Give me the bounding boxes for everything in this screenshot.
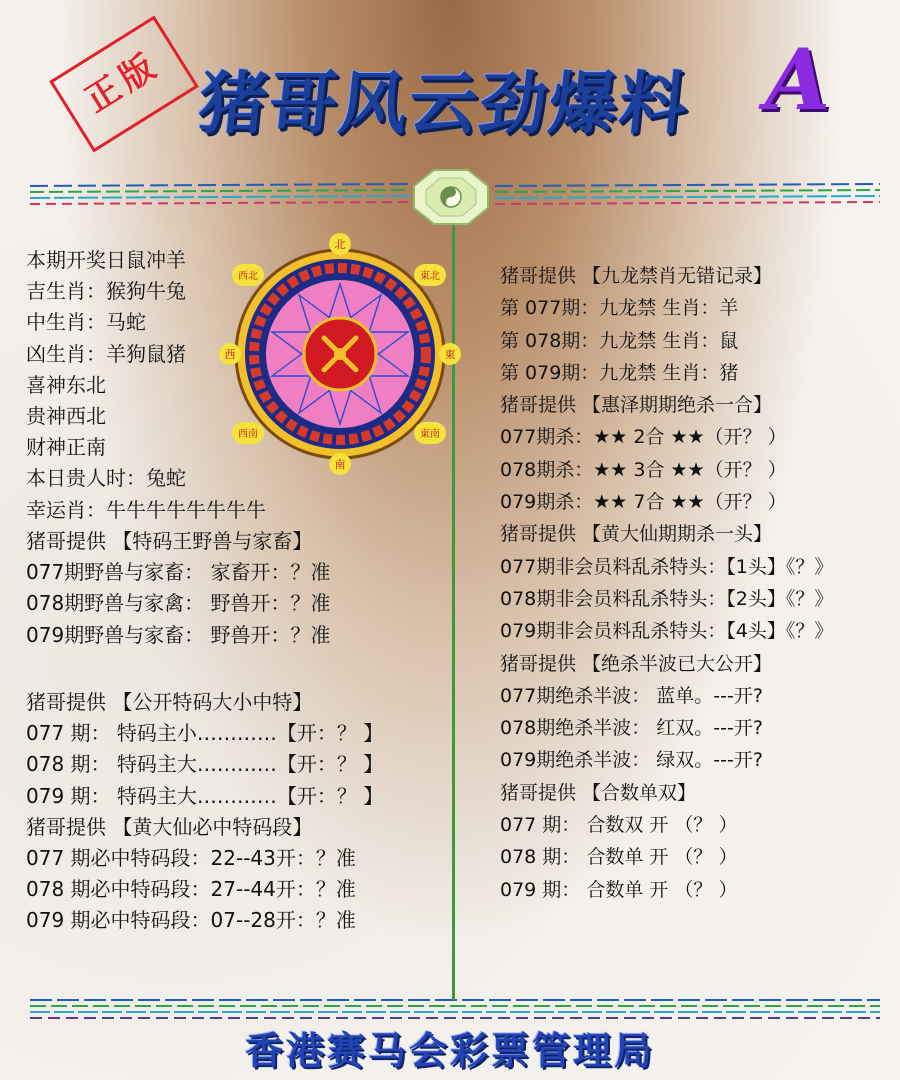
info-line: 凶生肖：羊狗鼠猪 — [26, 341, 186, 366]
section-header: 猪哥提供 【绝杀半波已大公开】 — [500, 652, 773, 675]
prediction-row: 077 期： 合数双 开 （？ ） — [500, 814, 738, 837]
prediction-row: 077 期： 特码主小…………【开：？ 】 — [26, 721, 384, 746]
bagua-icon — [412, 166, 490, 228]
prediction-row: 079 期： 特码主大…………【开：？ 】 — [26, 783, 384, 808]
section-header: 猪哥提供 【黄大仙必中特码段】 — [26, 814, 313, 839]
version-letter: A — [765, 30, 831, 129]
prediction-row: 079 期必中特码段：07--28开：？准 — [26, 908, 356, 933]
wheel-label-south: 南 — [334, 458, 346, 471]
prediction-row: 078期绝杀半波： 红双。---开? — [500, 717, 763, 740]
footer-org-name: 香港赛马会彩票管理局 — [244, 1028, 655, 1073]
page-title: 猪哥风云劲爆料 — [194, 64, 694, 144]
prediction-row: 078期非会员料乱杀特头：【2头】《？》 — [500, 587, 834, 610]
info-line: 吉生肖：猴狗牛兔 — [26, 279, 186, 304]
section-header: 猪哥提供 【九龙禁肖无错记录】 — [500, 265, 773, 287]
prediction-row: 第 079期：九龙禁 生肖：猪 — [500, 361, 739, 384]
info-line: 中生肖：马蛇 — [26, 310, 146, 335]
wheel-label-east: 東 — [444, 348, 456, 361]
section-header: 猪哥提供 【合数单双】 — [500, 781, 697, 804]
wheel-label-west: 西 — [224, 348, 236, 361]
prediction-row: 078期杀：★★ 3合 ★★（开？ ） — [500, 458, 787, 481]
prediction-row: 079 期： 合数单 开 （？ ） — [500, 878, 738, 901]
info-line: 本期开奖日鼠冲羊 — [26, 248, 186, 272]
prediction-row: 078期野兽与家禽： 野兽开：？准 — [26, 591, 331, 616]
prediction-row: 078 期： 特码主大…………【开：？ 】 — [26, 752, 384, 777]
info-line: 贵神西北 — [26, 403, 106, 428]
left-section-wild-domestic — [26, 526, 446, 651]
wheel-label-north: 北 — [334, 238, 346, 251]
prediction-row: 079期非会员料乱杀特头：【4头】《？》 — [500, 620, 834, 643]
wheel-label-northwest: 西北 — [238, 271, 258, 282]
info-line: 幸运肖：牛牛牛牛牛牛牛牛 — [26, 497, 266, 522]
info-line: 喜神东北 — [26, 372, 106, 397]
info-line: 财神正南 — [26, 435, 106, 460]
section-header: 猪哥提供 【惠泽期期绝杀一合】 — [500, 394, 773, 417]
wheel-label-southeast: 東南 — [420, 429, 440, 440]
wheel-label-southwest: 西南 — [238, 429, 258, 440]
prediction-row: 078 期必中特码段：27--44开：？准 — [26, 877, 356, 902]
prediction-row: 077期非会员料乱杀特头：【1头】《？》 — [500, 555, 834, 578]
left-sections — [26, 687, 446, 937]
prediction-row: 077期绝杀半波： 蓝单。---开? — [500, 684, 763, 707]
prediction-row: 第 077期：九龙禁 生肖：羊 — [500, 297, 739, 320]
wheel-label-northeast: 東北 — [420, 271, 440, 282]
prediction-row: 第 078期：九龙禁 生肖：鼠 — [500, 329, 739, 352]
prediction-row: 077期野兽与家畜： 家畜开：？准 — [26, 560, 331, 585]
info-block — [26, 245, 446, 526]
prediction-row: 078 期： 合数单 开 （？ ） — [500, 846, 738, 869]
info-line: 本日贵人时：兔蛇 — [26, 466, 186, 491]
section-header: 猪哥提供 【特码王野兽与家畜】 — [26, 529, 313, 553]
prediction-row: 077期杀：★★ 2合 ★★（开？ ） — [500, 426, 787, 449]
prediction-row: 079期野兽与家畜： 野兽开：？准 — [26, 622, 331, 647]
prediction-row: 079期绝杀半波： 绿双。---开? — [500, 749, 763, 772]
section-header: 猪哥提供 【公开特码大小中特】 — [26, 690, 313, 714]
right-sections — [500, 260, 890, 906]
section-header: 猪哥提供 【黄大仙期期杀一头】 — [500, 523, 773, 546]
authentic-stamp: 正版 — [49, 16, 199, 153]
prediction-row: 079期杀：★★ 7合 ★★（开？ ） — [500, 491, 787, 514]
prediction-row: 077 期必中特码段：22--43开：？准 — [26, 845, 356, 870]
